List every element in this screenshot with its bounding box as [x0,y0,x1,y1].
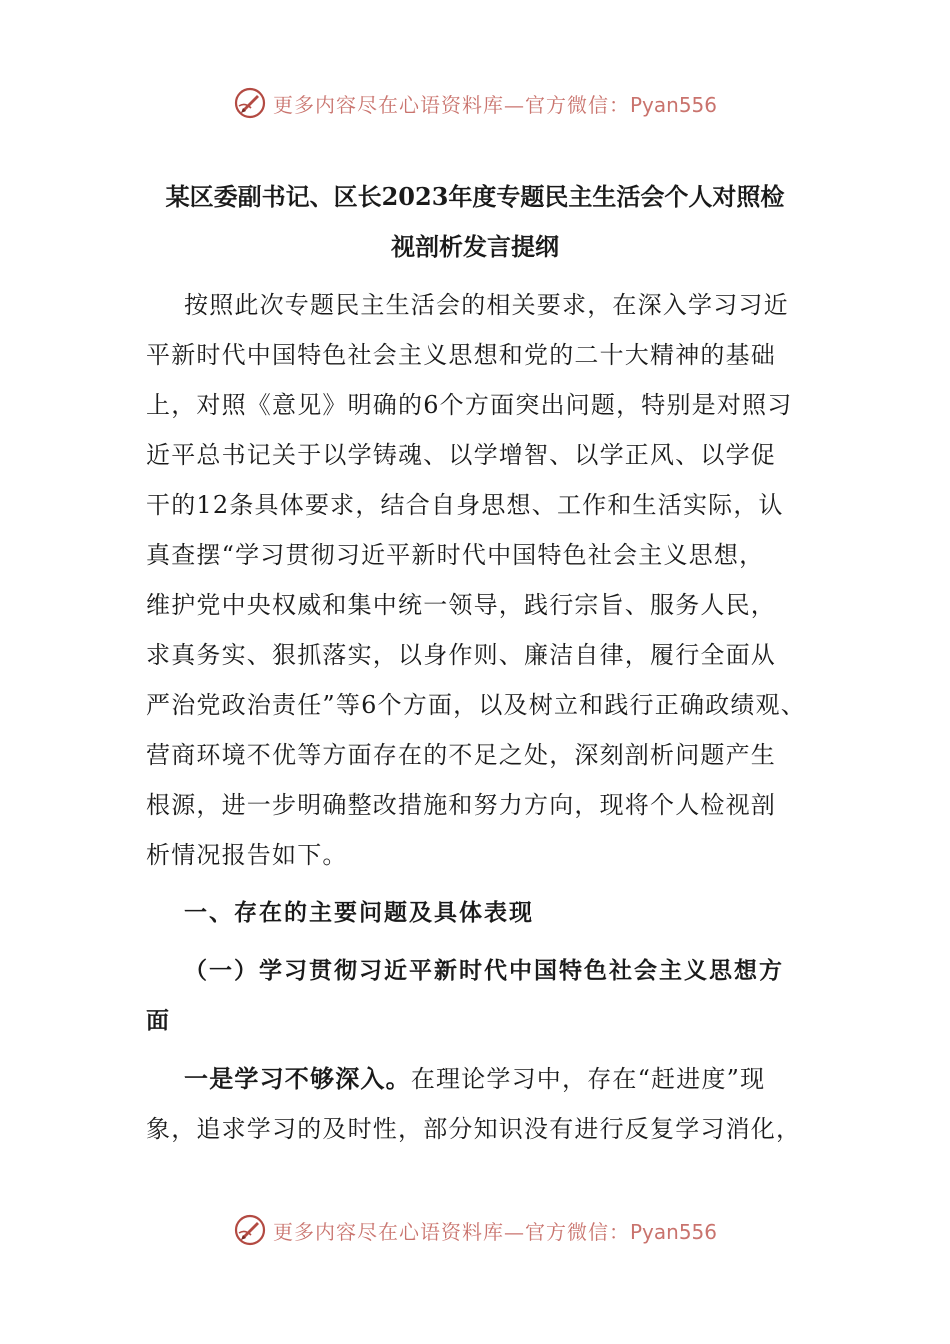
intro-line: 营商环境不优等方面存在的不足之处，深刻剖析问题产生 [146,741,776,769]
intro-line: 严治党政治责任”等6个方面，以及树立和践行正确政绩观、 [146,691,806,719]
subsection-heading-line: 面 [146,1008,171,1034]
pen-logo-icon [233,1213,267,1247]
intro-line: 求真务实、狠抓落实，以身作则、廉洁自律，履行全面从 [146,641,776,669]
document-body [146,280,826,1154]
watermark-text: 更多内容尽在心语资料库—官方微信：Pyan556 [272,1219,717,1244]
title-line-1: 某区委副书记、区长2023年度专题民主生活会个人对照检 [165,182,785,211]
intro-line: 根源，进一步明确整改措施和努力方向，现将个人检视剖 [146,791,776,819]
pen-logo-icon [233,86,267,120]
watermark-handle: Pyan556 [629,1219,717,1244]
document-title [145,172,805,272]
watermark-banner-top [0,83,950,123]
subsection-heading-line: （一）学习贯彻习近平新时代中国特色社会主义思想方 [184,958,784,984]
intro-line: 析情况报告如下。 [146,841,348,869]
watermark-handle: Pyan556 [629,92,717,117]
intro-line: 干的12条具体要求，结合自身思想、工作和生活实际，认 [146,491,784,519]
section-heading: 一、存在的主要问题及具体表现 [184,900,534,926]
watermark-banner-bottom [0,1210,950,1250]
watermark-text: 更多内容尽在心语资料库—官方微信：Pyan556 [272,92,717,117]
intro-line: 按照此次专题民主生活会的相关要求，在深入学习习近 [184,291,789,319]
intro-line: 上，对照《意见》明确的6个方面突出问题，特别是对照习 [146,391,793,419]
watermark-content [233,1213,717,1247]
point-paragraph-line [146,1054,826,1104]
point-text: 在理论学习中，存在“赶进度”现 [410,1065,766,1093]
intro-line: 近平总书记关于以学铸魂、以学增智、以学正风、以学促 [146,441,776,469]
intro-line: 维护党中央权威和集中统一领导，践行宗旨、服务人民， [146,591,776,619]
watermark-content [233,86,717,120]
title-line-2: 视剖析发言提纲 [391,232,559,261]
point-paragraph-line: 象，追求学习的及时性，部分知识没有进行反复学习消化， [146,1115,802,1143]
intro-line: 真查摆“学习贯彻习近平新时代中国特色社会主义思想， [146,541,765,569]
point-lead: 一是学习不够深入。 [184,1065,411,1093]
intro-line: 平新时代中国特色社会主义思想和党的二十大精神的基础 [146,341,776,369]
